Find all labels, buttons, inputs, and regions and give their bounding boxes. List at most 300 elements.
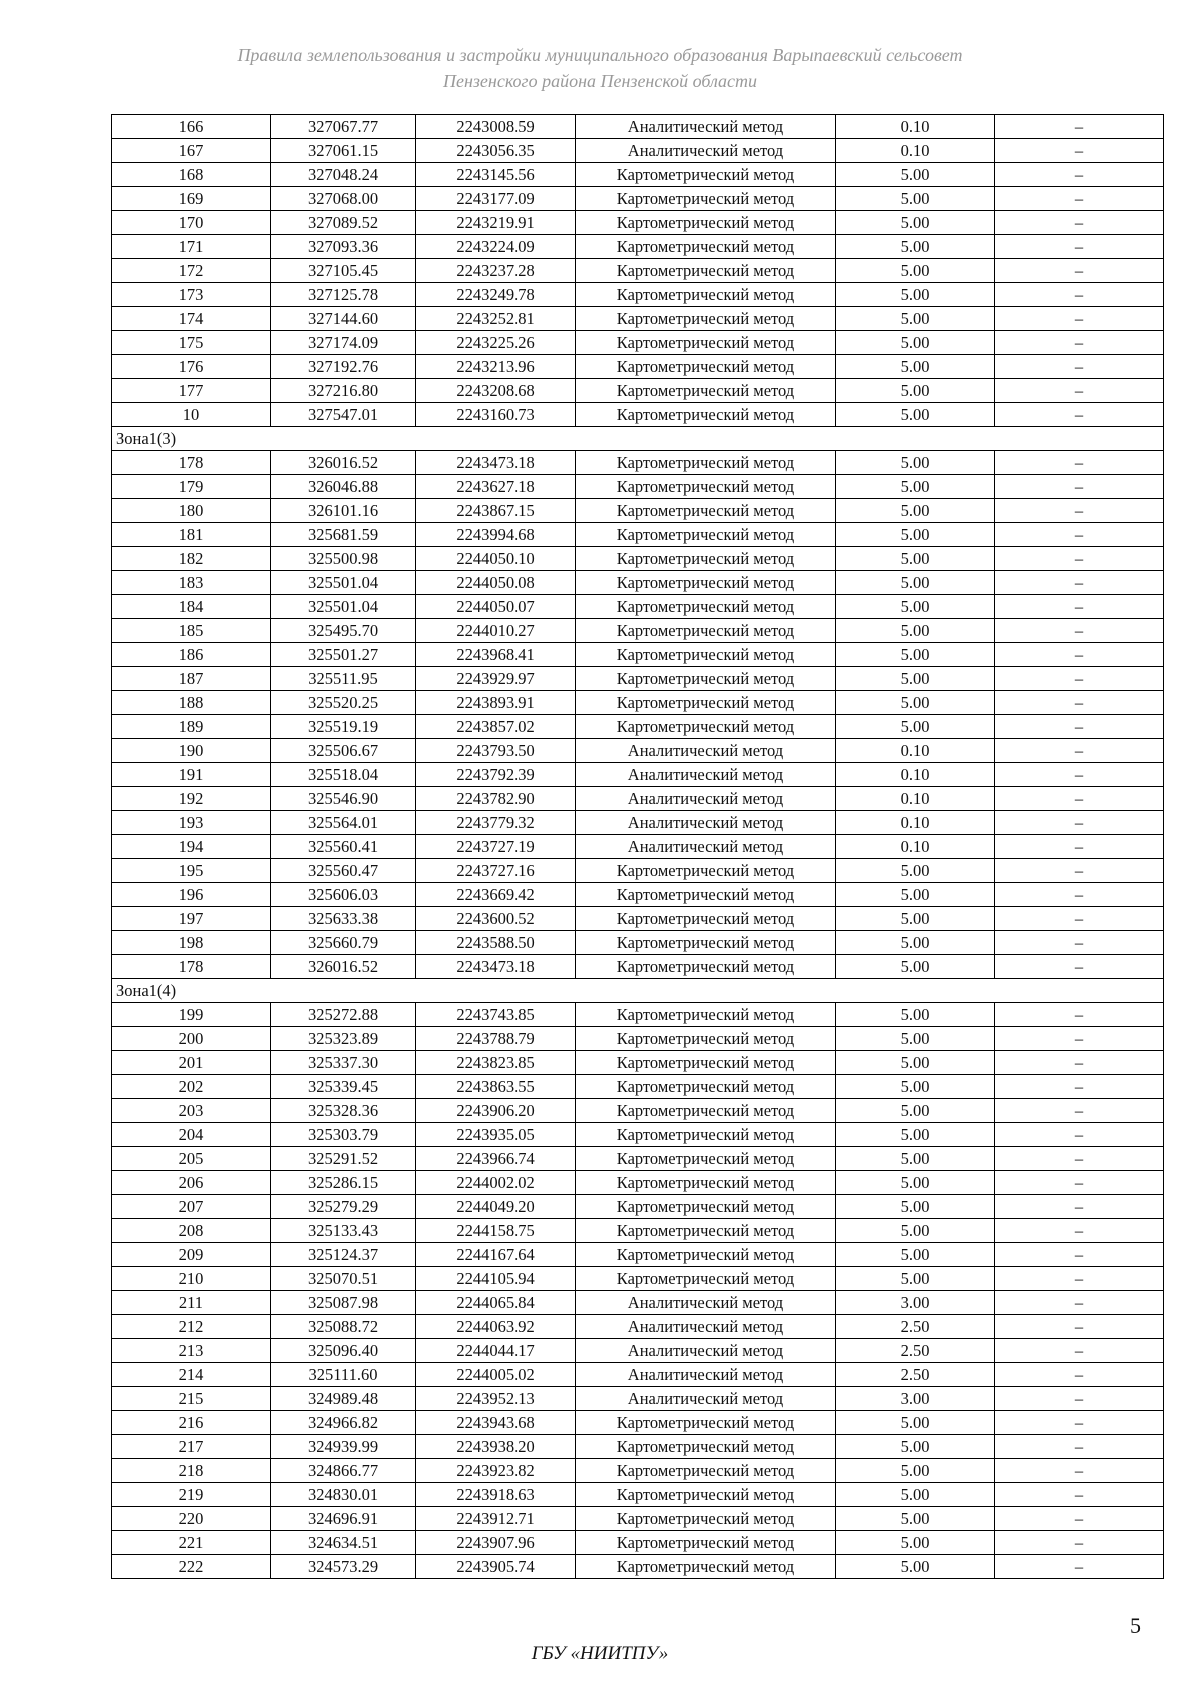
method-cell: Аналитический метод	[576, 811, 836, 835]
point-number-cell: 195	[112, 859, 271, 883]
x-coordinate-cell: 325681.59	[271, 523, 416, 547]
point-number-cell: 173	[112, 283, 271, 307]
y-coordinate-cell: 2243793.50	[416, 739, 576, 763]
accuracy-cell: 5.00	[836, 715, 995, 739]
table-row	[112, 235, 1164, 259]
x-coordinate-cell: 327216.80	[271, 379, 416, 403]
table-row	[112, 379, 1164, 403]
point-number-cell: 179	[112, 475, 271, 499]
method-cell: Картометрический метод	[576, 1555, 836, 1579]
x-coordinate-cell: 326101.16	[271, 499, 416, 523]
header-line-1: Правила землепользования и застройки муниципального образования Варыпаевский сельсовет	[237, 45, 963, 65]
x-coordinate-cell: 327048.24	[271, 163, 416, 187]
x-coordinate-cell: 325133.43	[271, 1219, 416, 1243]
x-coordinate-cell: 325506.67	[271, 739, 416, 763]
point-number-cell: 167	[112, 139, 271, 163]
y-coordinate-cell: 2243893.91	[416, 691, 576, 715]
y-coordinate-cell: 2244050.10	[416, 547, 576, 571]
point-number-cell: 205	[112, 1147, 271, 1171]
note-cell: –	[995, 715, 1164, 739]
point-number-cell: 172	[112, 259, 271, 283]
y-coordinate-cell: 2243935.05	[416, 1123, 576, 1147]
point-number-cell: 220	[112, 1507, 271, 1531]
note-cell: –	[995, 1243, 1164, 1267]
accuracy-cell: 5.00	[836, 1243, 995, 1267]
x-coordinate-cell: 327067.77	[271, 115, 416, 139]
point-number-cell: 209	[112, 1243, 271, 1267]
x-coordinate-cell: 325560.41	[271, 835, 416, 859]
method-cell: Аналитический метод	[576, 787, 836, 811]
note-cell: –	[995, 1123, 1164, 1147]
coordinates-table-body	[112, 115, 1164, 1579]
table-row	[112, 139, 1164, 163]
note-cell: –	[995, 331, 1164, 355]
note-cell: –	[995, 811, 1164, 835]
y-coordinate-cell: 2243627.18	[416, 475, 576, 499]
method-cell: Картометрический метод	[576, 1099, 836, 1123]
point-number-cell: 215	[112, 1387, 271, 1411]
document-header	[0, 42, 1200, 94]
y-coordinate-cell: 2243473.18	[416, 451, 576, 475]
x-coordinate-cell: 324634.51	[271, 1531, 416, 1555]
note-cell: –	[995, 547, 1164, 571]
note-cell: –	[995, 739, 1164, 763]
x-coordinate-cell: 327089.52	[271, 211, 416, 235]
method-cell: Картометрический метод	[576, 859, 836, 883]
table-row	[112, 955, 1164, 979]
point-number-cell: 184	[112, 595, 271, 619]
method-cell: Картометрический метод	[576, 547, 836, 571]
note-cell: –	[995, 1435, 1164, 1459]
note-cell: –	[995, 763, 1164, 787]
table-row	[112, 355, 1164, 379]
x-coordinate-cell: 325272.88	[271, 1003, 416, 1027]
point-number-cell: 177	[112, 379, 271, 403]
method-cell: Картометрический метод	[576, 643, 836, 667]
x-coordinate-cell: 325501.04	[271, 571, 416, 595]
point-number-cell: 187	[112, 667, 271, 691]
accuracy-cell: 2.50	[836, 1315, 995, 1339]
table-row	[112, 787, 1164, 811]
table-row	[112, 523, 1164, 547]
page-number: 5	[1130, 1613, 1141, 1638]
point-number-cell: 198	[112, 931, 271, 955]
table-row	[112, 1483, 1164, 1507]
method-cell: Картометрический метод	[576, 1171, 836, 1195]
x-coordinate-cell: 324989.48	[271, 1387, 416, 1411]
accuracy-cell: 5.00	[836, 859, 995, 883]
x-coordinate-cell: 325519.19	[271, 715, 416, 739]
x-coordinate-cell: 325339.45	[271, 1075, 416, 1099]
accuracy-cell: 5.00	[836, 235, 995, 259]
table-row	[112, 667, 1164, 691]
accuracy-cell: 5.00	[836, 1027, 995, 1051]
x-coordinate-cell: 327105.45	[271, 259, 416, 283]
table-row	[112, 1555, 1164, 1579]
table-row	[112, 931, 1164, 955]
accuracy-cell: 5.00	[836, 1411, 995, 1435]
point-number-cell: 219	[112, 1483, 271, 1507]
accuracy-cell: 5.00	[836, 475, 995, 499]
note-cell: –	[995, 1171, 1164, 1195]
table-row	[112, 1219, 1164, 1243]
method-cell: Аналитический метод	[576, 1363, 836, 1387]
x-coordinate-cell: 325303.79	[271, 1123, 416, 1147]
accuracy-cell: 5.00	[836, 667, 995, 691]
y-coordinate-cell: 2244049.20	[416, 1195, 576, 1219]
x-coordinate-cell: 324696.91	[271, 1507, 416, 1531]
coordinates-table	[111, 114, 1164, 1579]
point-number-cell: 222	[112, 1555, 271, 1579]
y-coordinate-cell: 2243779.32	[416, 811, 576, 835]
x-coordinate-cell: 325279.29	[271, 1195, 416, 1219]
method-cell: Картометрический метод	[576, 1123, 836, 1147]
y-coordinate-cell: 2243145.56	[416, 163, 576, 187]
y-coordinate-cell: 2244167.64	[416, 1243, 576, 1267]
accuracy-cell: 5.00	[836, 931, 995, 955]
method-cell: Картометрический метод	[576, 1027, 836, 1051]
x-coordinate-cell: 325546.90	[271, 787, 416, 811]
x-coordinate-cell: 325633.38	[271, 907, 416, 931]
method-cell: Картометрический метод	[576, 1531, 836, 1555]
point-number-cell: 218	[112, 1459, 271, 1483]
accuracy-cell: 0.10	[836, 739, 995, 763]
accuracy-cell: 5.00	[836, 1219, 995, 1243]
x-coordinate-cell: 325323.89	[271, 1027, 416, 1051]
method-cell: Картометрический метод	[576, 1483, 836, 1507]
y-coordinate-cell: 2243905.74	[416, 1555, 576, 1579]
accuracy-cell: 0.10	[836, 787, 995, 811]
footer-organization: ГБУ «НИИТПУ»	[531, 1643, 669, 1664]
method-cell: Картометрический метод	[576, 211, 836, 235]
note-cell: –	[995, 1003, 1164, 1027]
table-row	[112, 811, 1164, 835]
table-row	[112, 715, 1164, 739]
y-coordinate-cell: 2243219.91	[416, 211, 576, 235]
y-coordinate-cell: 2243727.16	[416, 859, 576, 883]
table-row	[112, 1411, 1164, 1435]
note-cell: –	[995, 283, 1164, 307]
y-coordinate-cell: 2243237.28	[416, 259, 576, 283]
note-cell: –	[995, 1027, 1164, 1051]
note-cell: –	[995, 451, 1164, 475]
method-cell: Картометрический метод	[576, 1147, 836, 1171]
accuracy-cell: 5.00	[836, 1099, 995, 1123]
note-cell: –	[995, 859, 1164, 883]
accuracy-cell: 5.00	[836, 187, 995, 211]
x-coordinate-cell: 327125.78	[271, 283, 416, 307]
point-number-cell: 197	[112, 907, 271, 931]
point-number-cell: 204	[112, 1123, 271, 1147]
note-cell: –	[995, 931, 1164, 955]
y-coordinate-cell: 2244050.08	[416, 571, 576, 595]
method-cell: Картометрический метод	[576, 667, 836, 691]
y-coordinate-cell: 2244065.84	[416, 1291, 576, 1315]
method-cell: Картометрический метод	[576, 331, 836, 355]
x-coordinate-cell: 327093.36	[271, 235, 416, 259]
point-number-cell: 180	[112, 499, 271, 523]
table-row	[112, 859, 1164, 883]
note-cell: –	[995, 1267, 1164, 1291]
x-coordinate-cell: 325495.70	[271, 619, 416, 643]
y-coordinate-cell: 2243929.97	[416, 667, 576, 691]
x-coordinate-cell: 325087.98	[271, 1291, 416, 1315]
method-cell: Картометрический метод	[576, 1003, 836, 1027]
accuracy-cell: 0.10	[836, 115, 995, 139]
zone-header-row	[112, 979, 1164, 1003]
point-number-cell: 191	[112, 763, 271, 787]
method-cell: Картометрический метод	[576, 1219, 836, 1243]
x-coordinate-cell: 325337.30	[271, 1051, 416, 1075]
accuracy-cell: 5.00	[836, 1171, 995, 1195]
y-coordinate-cell: 2243225.26	[416, 331, 576, 355]
accuracy-cell: 5.00	[836, 1555, 995, 1579]
table-row	[112, 1387, 1164, 1411]
method-cell: Аналитический метод	[576, 739, 836, 763]
method-cell: Картометрический метод	[576, 907, 836, 931]
note-cell: –	[995, 1483, 1164, 1507]
method-cell: Картометрический метод	[576, 1075, 836, 1099]
accuracy-cell: 5.00	[836, 211, 995, 235]
note-cell: –	[995, 787, 1164, 811]
point-number-cell: 171	[112, 235, 271, 259]
note-cell: –	[995, 667, 1164, 691]
y-coordinate-cell: 2243867.15	[416, 499, 576, 523]
note-cell: –	[995, 403, 1164, 427]
accuracy-cell: 5.00	[836, 163, 995, 187]
accuracy-cell: 5.00	[836, 379, 995, 403]
x-coordinate-cell: 325564.01	[271, 811, 416, 835]
table-row	[112, 1339, 1164, 1363]
accuracy-cell: 0.10	[836, 835, 995, 859]
point-number-cell: 178	[112, 451, 271, 475]
table-row	[112, 475, 1164, 499]
table-row	[112, 643, 1164, 667]
x-coordinate-cell: 324573.29	[271, 1555, 416, 1579]
x-coordinate-cell: 325660.79	[271, 931, 416, 955]
method-cell: Аналитический метод	[576, 115, 836, 139]
y-coordinate-cell: 2243863.55	[416, 1075, 576, 1099]
point-number-cell: 166	[112, 115, 271, 139]
table-row	[112, 331, 1164, 355]
method-cell: Картометрический метод	[576, 475, 836, 499]
y-coordinate-cell: 2244105.94	[416, 1267, 576, 1291]
x-coordinate-cell: 325500.98	[271, 547, 416, 571]
accuracy-cell: 5.00	[836, 1483, 995, 1507]
note-cell: –	[995, 1531, 1164, 1555]
note-cell: –	[995, 1387, 1164, 1411]
point-number-cell: 170	[112, 211, 271, 235]
x-coordinate-cell: 325560.47	[271, 859, 416, 883]
x-coordinate-cell: 326016.52	[271, 451, 416, 475]
method-cell: Аналитический метод	[576, 1387, 836, 1411]
accuracy-cell: 5.00	[836, 1531, 995, 1555]
note-cell: –	[995, 1291, 1164, 1315]
note-cell: –	[995, 835, 1164, 859]
note-cell: –	[995, 691, 1164, 715]
point-number-cell: 221	[112, 1531, 271, 1555]
accuracy-cell: 5.00	[836, 1123, 995, 1147]
point-number-cell: 174	[112, 307, 271, 331]
accuracy-cell: 5.00	[836, 1267, 995, 1291]
table-row	[112, 691, 1164, 715]
table-row	[112, 283, 1164, 307]
point-number-cell: 181	[112, 523, 271, 547]
point-number-cell: 182	[112, 547, 271, 571]
point-number-cell: 211	[112, 1291, 271, 1315]
point-number-cell: 190	[112, 739, 271, 763]
point-number-cell: 193	[112, 811, 271, 835]
x-coordinate-cell: 326046.88	[271, 475, 416, 499]
y-coordinate-cell: 2243918.63	[416, 1483, 576, 1507]
accuracy-cell: 5.00	[836, 1195, 995, 1219]
accuracy-cell: 5.00	[836, 355, 995, 379]
note-cell: –	[995, 1315, 1164, 1339]
note-cell: –	[995, 163, 1164, 187]
table-row	[112, 1363, 1164, 1387]
note-cell: –	[995, 1147, 1164, 1171]
table-row	[112, 451, 1164, 475]
accuracy-cell: 5.00	[836, 1507, 995, 1531]
header-line-2: Пензенского района Пензенской области	[442, 71, 758, 91]
note-cell: –	[995, 1051, 1164, 1075]
y-coordinate-cell: 2244063.92	[416, 1315, 576, 1339]
point-number-cell: 206	[112, 1171, 271, 1195]
table-row	[112, 1003, 1164, 1027]
table-row	[112, 739, 1164, 763]
note-cell: –	[995, 907, 1164, 931]
point-number-cell: 213	[112, 1339, 271, 1363]
table-row	[112, 1123, 1164, 1147]
table-row	[112, 1507, 1164, 1531]
method-cell: Картометрический метод	[576, 1051, 836, 1075]
note-cell: –	[995, 523, 1164, 547]
method-cell: Картометрический метод	[576, 259, 836, 283]
accuracy-cell: 5.00	[836, 1435, 995, 1459]
table-row	[112, 1147, 1164, 1171]
x-coordinate-cell: 325124.37	[271, 1243, 416, 1267]
table-row	[112, 835, 1164, 859]
accuracy-cell: 0.10	[836, 139, 995, 163]
method-cell: Картометрический метод	[576, 931, 836, 955]
y-coordinate-cell: 2243943.68	[416, 1411, 576, 1435]
table-row	[112, 595, 1164, 619]
point-number-cell: 188	[112, 691, 271, 715]
accuracy-cell: 5.00	[836, 499, 995, 523]
x-coordinate-cell: 325520.25	[271, 691, 416, 715]
x-coordinate-cell: 325328.36	[271, 1099, 416, 1123]
point-number-cell: 196	[112, 883, 271, 907]
table-row	[112, 403, 1164, 427]
x-coordinate-cell: 325606.03	[271, 883, 416, 907]
table-row	[112, 1243, 1164, 1267]
method-cell: Картометрический метод	[576, 307, 836, 331]
method-cell: Аналитический метод	[576, 763, 836, 787]
y-coordinate-cell: 2243857.02	[416, 715, 576, 739]
y-coordinate-cell: 2243912.71	[416, 1507, 576, 1531]
note-cell: –	[995, 595, 1164, 619]
x-coordinate-cell: 325088.72	[271, 1315, 416, 1339]
method-cell: Картометрический метод	[576, 1411, 836, 1435]
accuracy-cell: 5.00	[836, 307, 995, 331]
note-cell: –	[995, 1555, 1164, 1579]
y-coordinate-cell: 2243906.20	[416, 1099, 576, 1123]
y-coordinate-cell: 2243224.09	[416, 235, 576, 259]
y-coordinate-cell: 2243788.79	[416, 1027, 576, 1051]
method-cell: Картометрический метод	[576, 691, 836, 715]
point-number-cell: 169	[112, 187, 271, 211]
accuracy-cell: 5.00	[836, 1051, 995, 1075]
x-coordinate-cell: 326016.52	[271, 955, 416, 979]
y-coordinate-cell: 2243669.42	[416, 883, 576, 907]
accuracy-cell: 5.00	[836, 1459, 995, 1483]
note-cell: –	[995, 1339, 1164, 1363]
point-number-cell: 203	[112, 1099, 271, 1123]
point-number-cell: 210	[112, 1267, 271, 1291]
x-coordinate-cell: 325111.60	[271, 1363, 416, 1387]
x-coordinate-cell: 324939.99	[271, 1435, 416, 1459]
y-coordinate-cell: 2243600.52	[416, 907, 576, 931]
zone-label: Зона1(3)	[112, 427, 1164, 451]
table-row	[112, 1531, 1164, 1555]
x-coordinate-cell: 327547.01	[271, 403, 416, 427]
y-coordinate-cell: 2243213.96	[416, 355, 576, 379]
note-cell: –	[995, 211, 1164, 235]
y-coordinate-cell: 2243792.39	[416, 763, 576, 787]
x-coordinate-cell: 325501.04	[271, 595, 416, 619]
method-cell: Картометрический метод	[576, 523, 836, 547]
y-coordinate-cell: 2243588.50	[416, 931, 576, 955]
y-coordinate-cell: 2243823.85	[416, 1051, 576, 1075]
x-coordinate-cell: 325096.40	[271, 1339, 416, 1363]
y-coordinate-cell: 2243252.81	[416, 307, 576, 331]
point-number-cell: 183	[112, 571, 271, 595]
accuracy-cell: 5.00	[836, 1075, 995, 1099]
accuracy-cell: 5.00	[836, 691, 995, 715]
y-coordinate-cell: 2243727.19	[416, 835, 576, 859]
zone-header-row	[112, 427, 1164, 451]
point-number-cell: 186	[112, 643, 271, 667]
accuracy-cell: 5.00	[836, 403, 995, 427]
table-row	[112, 1099, 1164, 1123]
table-row	[112, 1435, 1164, 1459]
note-cell: –	[995, 955, 1164, 979]
method-cell: Картометрический метод	[576, 163, 836, 187]
point-number-cell: 212	[112, 1315, 271, 1339]
table-row	[112, 763, 1164, 787]
point-number-cell: 216	[112, 1411, 271, 1435]
accuracy-cell: 5.00	[836, 595, 995, 619]
y-coordinate-cell: 2243160.73	[416, 403, 576, 427]
point-number-cell: 202	[112, 1075, 271, 1099]
y-coordinate-cell: 2244044.17	[416, 1339, 576, 1363]
accuracy-cell: 5.00	[836, 547, 995, 571]
note-cell: –	[995, 1099, 1164, 1123]
note-cell: –	[995, 259, 1164, 283]
x-coordinate-cell: 327068.00	[271, 187, 416, 211]
y-coordinate-cell: 2243994.68	[416, 523, 576, 547]
point-number-cell: 207	[112, 1195, 271, 1219]
table-row	[112, 619, 1164, 643]
method-cell: Картометрический метод	[576, 379, 836, 403]
y-coordinate-cell: 2243966.74	[416, 1147, 576, 1171]
method-cell: Картометрический метод	[576, 619, 836, 643]
note-cell: –	[995, 1507, 1164, 1531]
table-row	[112, 307, 1164, 331]
table-row	[112, 499, 1164, 523]
y-coordinate-cell: 2243177.09	[416, 187, 576, 211]
accuracy-cell: 2.50	[836, 1339, 995, 1363]
